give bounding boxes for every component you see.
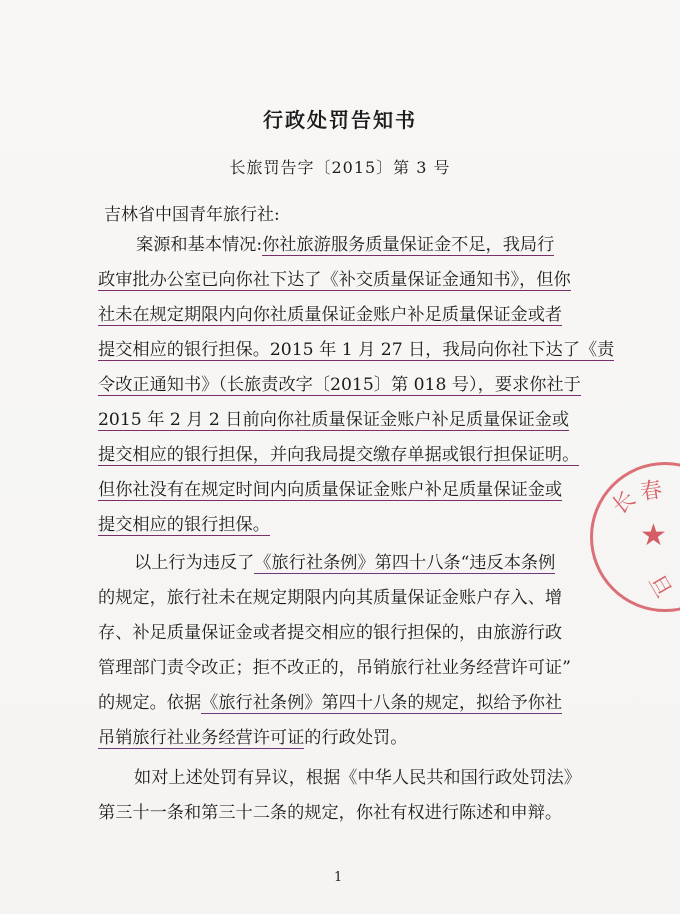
p1-line-1-underlined: 你社旅游服务质量保证金不足，我局行: [262, 235, 555, 255]
p2-line-1: [134, 552, 555, 576]
p1-line-9: [98, 514, 270, 538]
p1-line-4: [98, 339, 614, 363]
p2-line-1-underlined: 《旅行社条例》第四十八条“违反本条例: [254, 553, 556, 573]
p1-line-3: [98, 304, 562, 328]
p2-line-1-lead: 以上行为违反了: [134, 553, 255, 573]
p2-line-5-underlined: 《旅行社条例》第四十八条的规定，拟给予你社: [201, 693, 563, 713]
p1-line-8: [98, 479, 562, 503]
p1-line-5-underlined: 令改正通知书》（长旅责改字〔2015〕第 018 号），要求你社于: [98, 375, 581, 395]
p2-line-2: 的规定，旅行社未在规定期限内向其质量保证金账户存入、增: [98, 588, 563, 608]
p1-line-3-underlined: 社未在规定期限内向你社质量保证金账户补足质量保证金或者: [98, 305, 563, 325]
p1-line-8-underlined: 但你社没有在规定时间内向质量保证金账户补足质量保证金或: [98, 480, 563, 500]
p2-line-6-underlined: 吊销旅行社业务经营许可证: [98, 728, 305, 748]
document-title: 行政处罚告知书: [263, 108, 417, 132]
p2-line-5-lead: 的规定。依据: [98, 693, 202, 713]
p3-line-1: 如对上述处罚有异议，根据《中华人民共和国行政处罚法》: [134, 768, 581, 788]
p1-line-6-underlined: 2015 年 2 月 2 日前向你社质量保证金账户补足质量保证金或: [98, 410, 570, 430]
p1-line-6: [98, 409, 569, 433]
p2-line-4: 管理部门责令改正；拒不改正的，吊销旅行社业务经营许可证”: [98, 658, 571, 678]
p2-line-5: [98, 692, 562, 716]
p3-line-2: 第三十一条和第三十二条的规定，你社有权进行陈述和申辩。: [98, 803, 563, 823]
p1-line-4-underlined: 提交相应的银行担保。2015 年 1 月 27 日，我局向你社下达了《责: [98, 340, 615, 360]
p1-line-2: [98, 269, 571, 293]
seal-char-2: 春: [638, 477, 664, 506]
p2-line-3: 存、补足质量保证金或者提交相应的银行担保的，由旅游行政: [98, 623, 563, 643]
p1-line-9-underlined: 提交相应的银行担保。: [98, 515, 270, 535]
page-number: 1: [334, 870, 343, 885]
p1-line-7-underlined: 提交相应的银行担保，并向我局提交缴存单据或银行担保证明。: [98, 445, 580, 465]
addressee: 吉林省中国青年旅行社:: [104, 205, 280, 225]
p2-line-6-tail: 的行政处罚。: [304, 728, 408, 748]
seal-char-1: 长: [607, 486, 641, 520]
p1-line-1-lead: 案源和基本情况:: [136, 235, 263, 255]
p1-line-2-underlined: 政审批办公室已向你社下达了《补交质量保证金通知书》，但你: [98, 270, 571, 290]
document-number: 长旅罚告字〔2015〕第 3 号: [229, 158, 451, 177]
p2-line-6: [98, 727, 407, 751]
p1-line-5: [98, 374, 581, 398]
seal-char-3: 旦: [642, 570, 676, 603]
p1-line-7: [98, 444, 579, 468]
p1-line-1: [136, 234, 554, 258]
seal-star-icon: ★: [640, 518, 667, 553]
